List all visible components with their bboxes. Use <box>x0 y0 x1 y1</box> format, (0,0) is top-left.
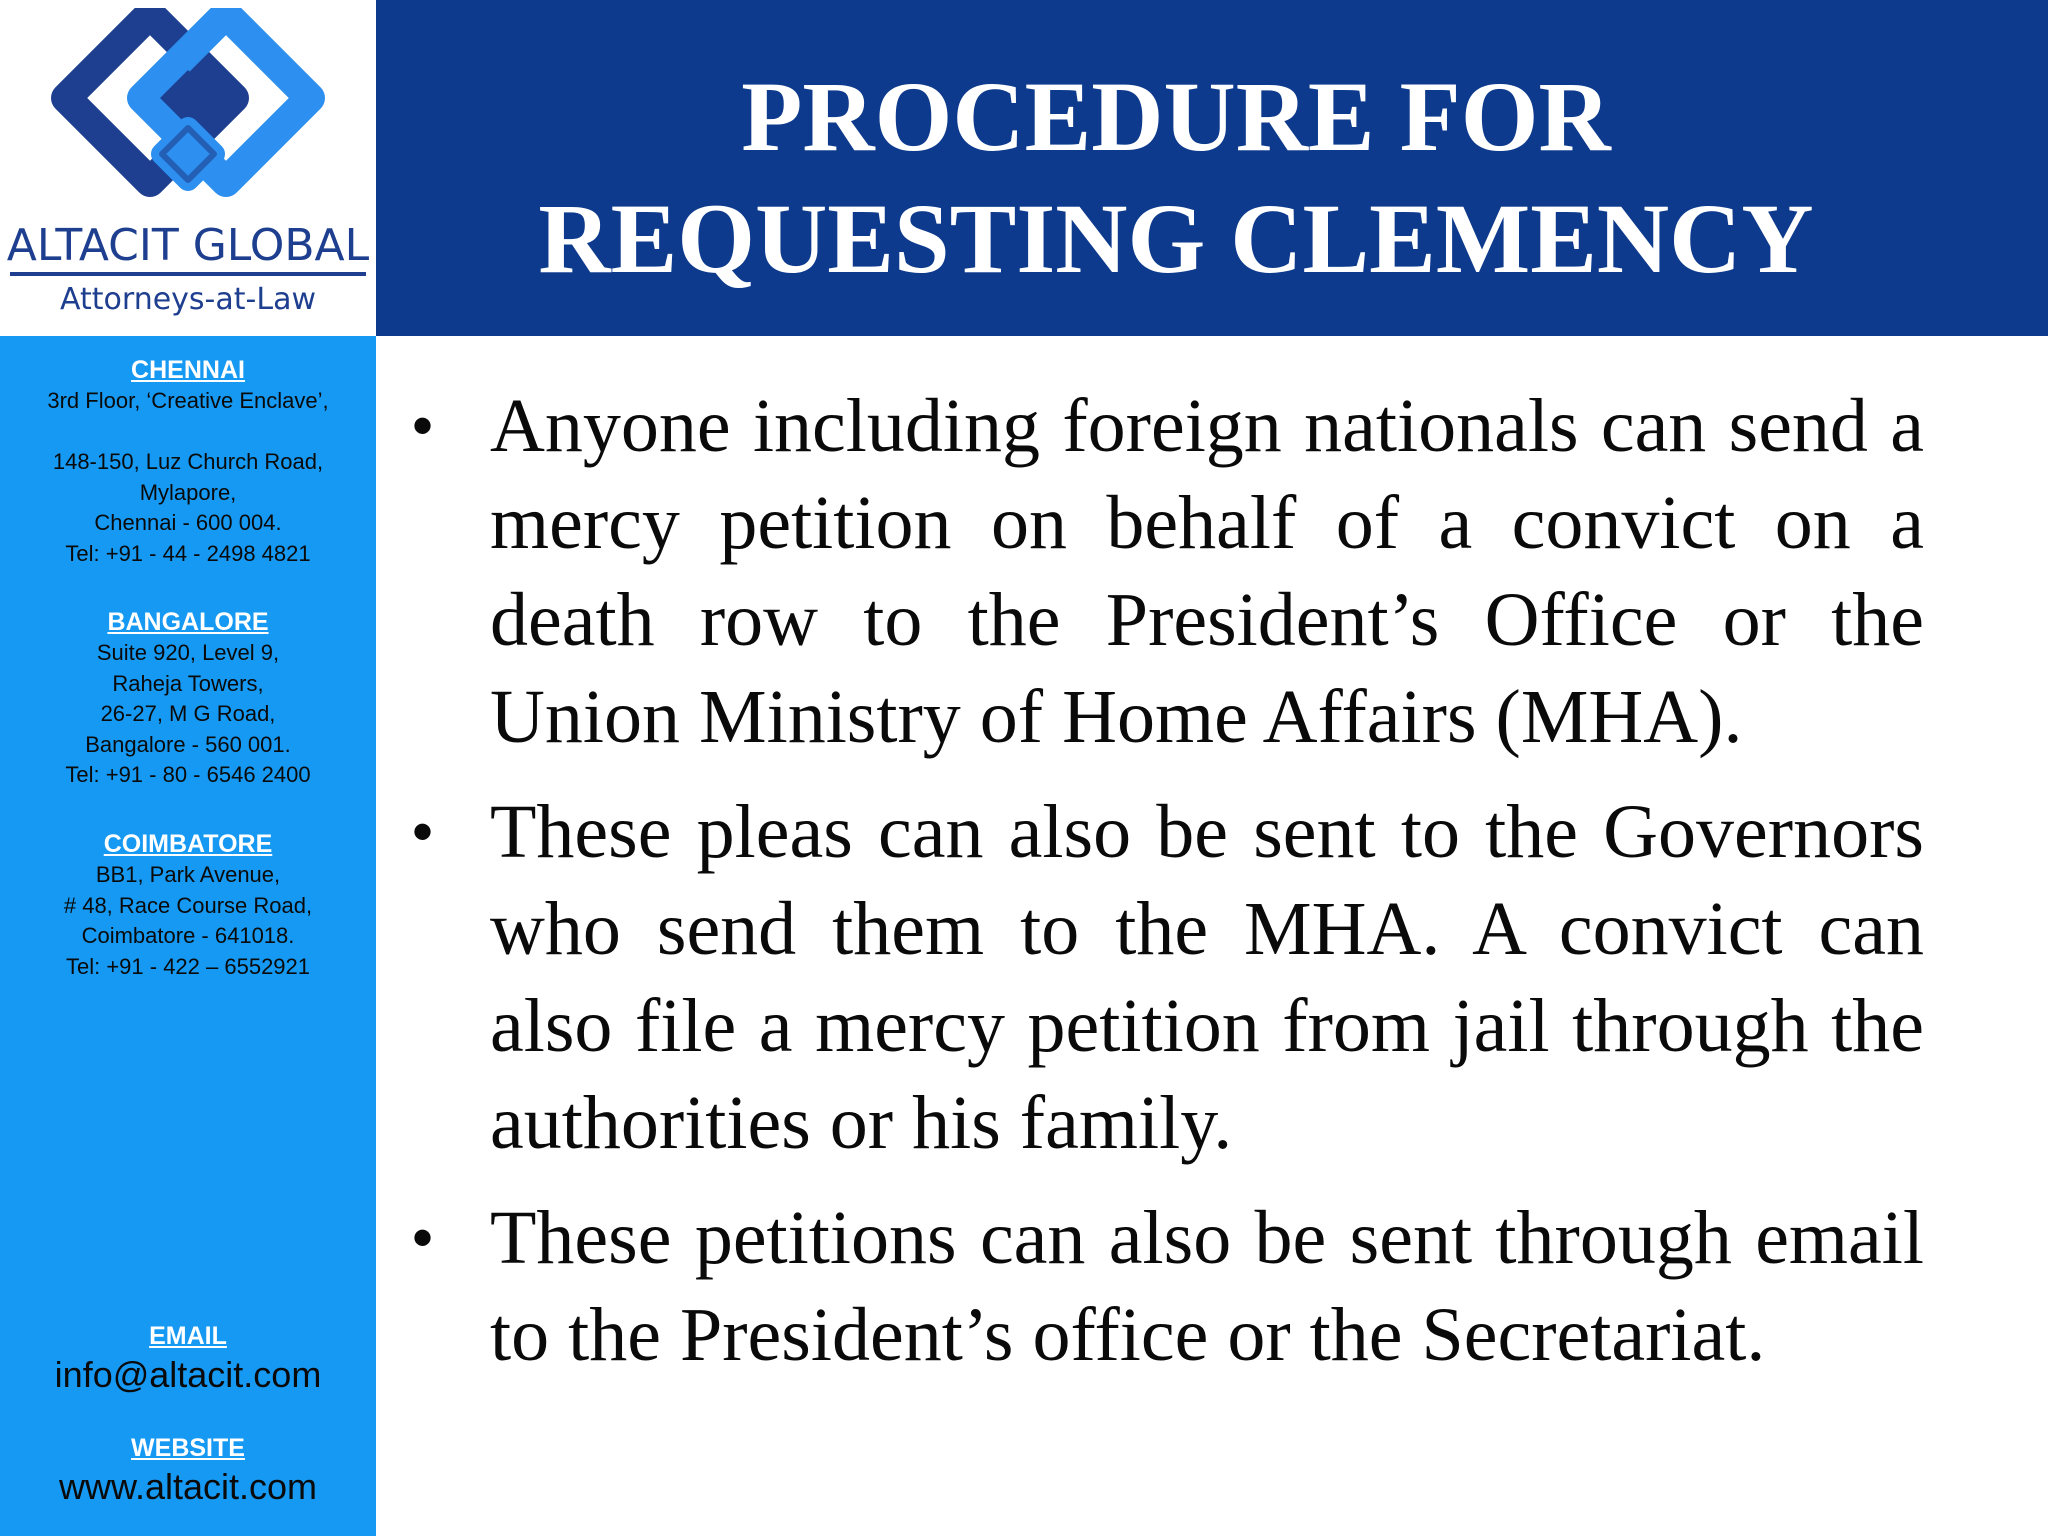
office-coimbatore <box>0 828 376 982</box>
office-phone: Tel: +91 - 422 – 6552921 <box>65 953 311 979</box>
office-city-heading: BANGALORE <box>107 608 269 636</box>
office-address-line: Chennai - 600 004. <box>94 510 282 535</box>
office-phone: Tel: +91 - 44 - 2498 4821 <box>65 540 311 566</box>
bullet-text: These petitions can also be sent through email to the President’s office or the Secretariat. <box>490 1196 1924 1377</box>
interlocking-squares-logo-icon <box>38 8 338 220</box>
office-bangalore <box>0 606 376 791</box>
brand-tagline: Attorneys-at-Law <box>60 282 316 317</box>
slide-title-line-1: PROCEDURE FOR <box>741 61 1611 172</box>
email-label: EMAIL <box>149 1322 227 1350</box>
bullet-dot-icon: • <box>412 392 434 459</box>
email-link[interactable]: info@altacit.com <box>54 1354 322 1395</box>
bullet-item <box>410 1190 1924 1384</box>
website-label: WEBSITE <box>131 1434 245 1462</box>
office-address-line: Suite 920, Level 9, <box>96 640 280 665</box>
slide-title-line-2: REQUESTING CLEMENCY <box>538 183 1814 294</box>
office-address-line: 3rd Floor, ‘Creative Enclave’, <box>47 388 329 413</box>
office-address-line: Bangalore - 560 001. <box>85 731 291 757</box>
bullet-list <box>410 378 1924 1402</box>
office-address-line: Coimbatore - 641018. <box>81 923 295 948</box>
brand-name: ALTACIT GLOBAL <box>6 220 370 271</box>
office-address-line <box>0 417 376 448</box>
office-sidebar <box>0 336 376 1536</box>
slide-title <box>376 56 1976 300</box>
bullet-text: These pleas can also be sent to the Governors who send them to the MHA. A convict can also file a mercy petition from jail through the authorities or his family. <box>490 790 1924 1165</box>
website-block <box>0 1432 376 1510</box>
bullet-dot-icon: • <box>412 1204 434 1271</box>
office-city-heading: CHENNAI <box>131 356 245 384</box>
bullet-item <box>410 784 1924 1172</box>
office-address-line: # 48, Race Course Road, <box>63 892 313 918</box>
office-chennai <box>0 354 376 569</box>
brand-divider <box>10 272 366 276</box>
office-address-line: 26-27, M G Road, <box>100 701 276 726</box>
office-phone: Tel: +91 - 80 - 6546 2400 <box>65 762 311 787</box>
bullet-text: Anyone including foreign nationals can send a mercy petition on behalf of a convict on a death row to the President’s Office or the Union Ministry of Home Affairs (MHA). <box>490 384 1924 759</box>
office-address-line: BB1, Park Avenue, <box>95 862 281 887</box>
bullet-dot-icon: • <box>412 798 434 865</box>
logo-panel <box>0 0 376 336</box>
email-block <box>0 1320 376 1398</box>
office-address-line: Mylapore, <box>139 479 237 505</box>
office-address-line: Raheja Towers, <box>112 670 264 696</box>
bullet-item <box>410 378 1924 766</box>
office-city-heading: COIMBATORE <box>103 830 273 858</box>
website-link[interactable]: www.altacit.com <box>58 1466 318 1507</box>
office-address-line: 148-150, Luz Church Road, <box>52 449 324 474</box>
title-bar <box>376 0 2048 336</box>
